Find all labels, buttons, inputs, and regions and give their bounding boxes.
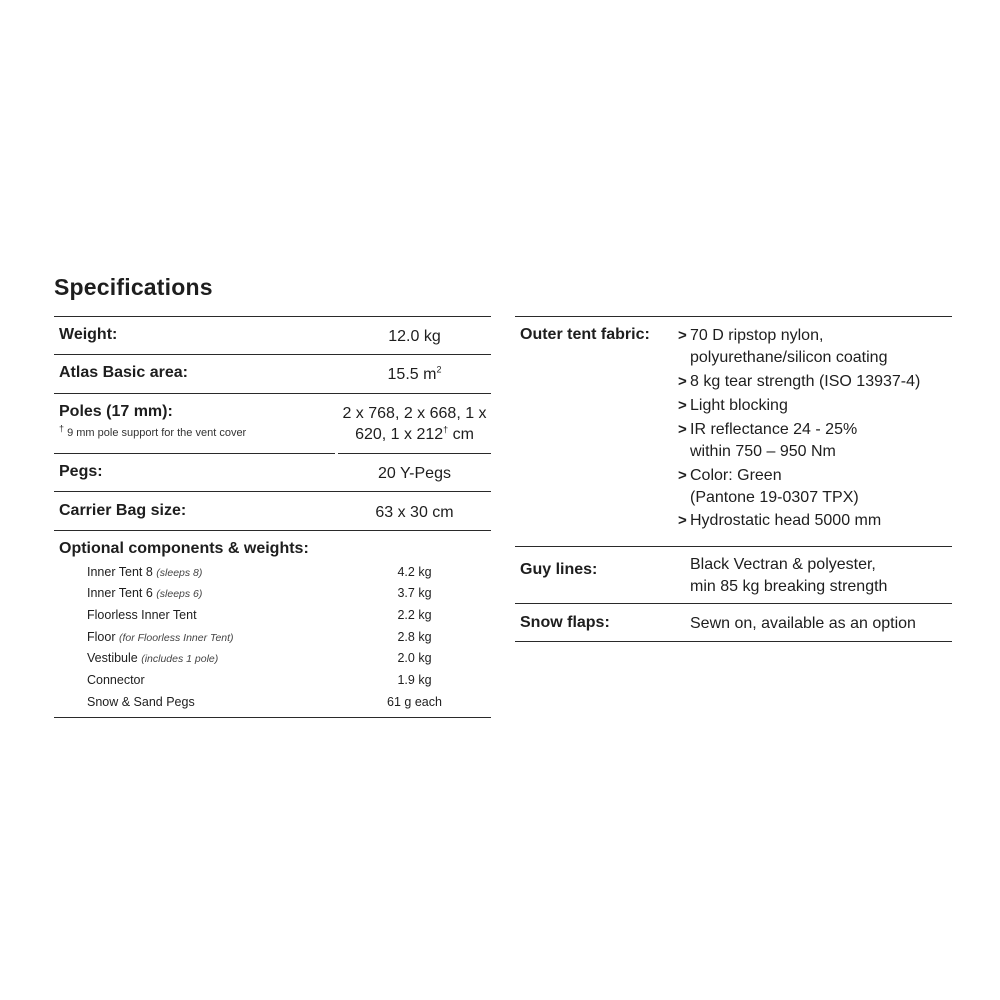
guy-label: Guy lines:: [520, 561, 598, 578]
chevron-right-icon: >: [678, 421, 687, 438]
bullet-line: Hydrostatic head 5000 mm: [690, 512, 882, 529]
guy-line: Black Vectran & polyester,: [690, 556, 876, 573]
divider: [54, 717, 491, 718]
chevron-right-icon: >: [678, 397, 687, 414]
item-note: (sleeps 8): [156, 567, 203, 579]
item-weight: 1.9 kg: [397, 673, 432, 687]
optional-item: [87, 565, 202, 579]
poles-value-unit: cm: [448, 426, 474, 443]
item-name: Connector: [87, 673, 145, 687]
weight-label: Weight:: [59, 326, 118, 343]
poles-note-text: 9 mm pole support for the vent cover: [67, 427, 247, 439]
bullet-line: 70 D ripstop nylon,: [690, 327, 824, 344]
poles-value: [338, 403, 491, 445]
optional-item: [87, 608, 197, 622]
bullet-line: polyurethane/silicon coating: [690, 349, 888, 366]
bag-value: 63 x 30 cm: [375, 504, 454, 521]
fabric-label: Outer tent fabric:: [520, 326, 650, 343]
fabric-bullet: [678, 395, 788, 417]
bullet-line: within 750 – 950 Nm: [690, 443, 836, 460]
optional-item: [87, 695, 195, 709]
chevron-right-icon: >: [678, 373, 687, 390]
chevron-right-icon: >: [678, 512, 687, 529]
optional-item: [87, 630, 234, 644]
weight-value: 12.0 kg: [388, 328, 441, 345]
bag-label: Carrier Bag size:: [59, 502, 187, 519]
item-name: Snow & Sand Pegs: [87, 695, 195, 709]
divider: [54, 316, 491, 317]
fabric-bullet: [678, 371, 921, 393]
optional-item: [87, 651, 218, 665]
divider: [54, 393, 491, 394]
item-weight: 2.8 kg: [397, 630, 432, 644]
item-name: Vestibule: [87, 651, 138, 665]
poles-note: [59, 423, 247, 439]
item-weight: 61 g each: [387, 695, 442, 709]
bullet-line: IR reflectance 24 - 25%: [690, 421, 858, 438]
item-note: (includes 1 pole): [141, 653, 219, 665]
snow-value: Sewn on, available as an option: [690, 615, 916, 632]
item-name: Floorless Inner Tent: [87, 608, 197, 622]
fabric-bullet: [678, 419, 858, 463]
item-weight: 2.0 kg: [397, 651, 432, 665]
item-note: (for Floorless Inner Tent): [118, 632, 234, 644]
fabric-bullet: [678, 465, 859, 509]
poles-value-line2: 620, 1 x 212: [355, 426, 444, 443]
divider: [54, 530, 491, 531]
area-value: [338, 364, 491, 385]
pegs-label: Pegs:: [59, 463, 103, 480]
fabric-bullet: [678, 510, 882, 532]
optional-item: [87, 586, 202, 600]
divider: [54, 491, 491, 492]
chevron-right-icon: >: [678, 467, 687, 484]
divider: [515, 546, 952, 547]
divider: [515, 641, 952, 642]
spec-table-right: [515, 316, 952, 632]
chevron-right-icon: >: [678, 327, 687, 344]
optional-label: Optional components & weights:: [59, 540, 309, 557]
snow-label: Snow flaps:: [520, 614, 610, 631]
divider: [54, 354, 491, 355]
item-weight: 3.7 kg: [397, 586, 432, 600]
divider: [338, 453, 491, 454]
item-weight: 2.2 kg: [397, 608, 432, 622]
item-name: Inner Tent 8: [87, 565, 153, 579]
bullet-line: (Pantone 19-0307 TPX): [690, 489, 859, 506]
dagger-mark: †: [59, 423, 65, 434]
item-note: (sleeps 6): [156, 588, 203, 600]
item-weight: 4.2 kg: [397, 565, 432, 579]
divider: [515, 316, 952, 317]
dagger-mark: †: [443, 424, 449, 435]
area-number: 15.5 m: [387, 366, 437, 383]
poles-label: Poles (17 mm):: [59, 403, 173, 420]
item-name: Inner Tent 6: [87, 586, 153, 600]
bullet-line: Light blocking: [690, 397, 788, 414]
area-label: Atlas Basic area:: [59, 364, 188, 381]
item-name: Floor: [87, 630, 116, 644]
spec-table-left: [54, 316, 491, 709]
optional-item: [87, 673, 145, 687]
fabric-bullet: [678, 325, 888, 369]
pegs-value: 20 Y-Pegs: [378, 465, 451, 482]
bullet-line: Color: Green: [690, 467, 782, 484]
poles-value-line1: 2 x 768, 2 x 668, 1 x: [342, 405, 487, 422]
guy-value: [690, 554, 887, 598]
divider: [54, 453, 335, 454]
area-superscript: 2: [436, 364, 442, 375]
page-title: Specifications: [54, 274, 213, 300]
bullet-line: 8 kg tear strength (ISO 13937-4): [690, 373, 921, 390]
guy-line: min 85 kg breaking strength: [690, 578, 888, 595]
divider: [515, 603, 952, 604]
